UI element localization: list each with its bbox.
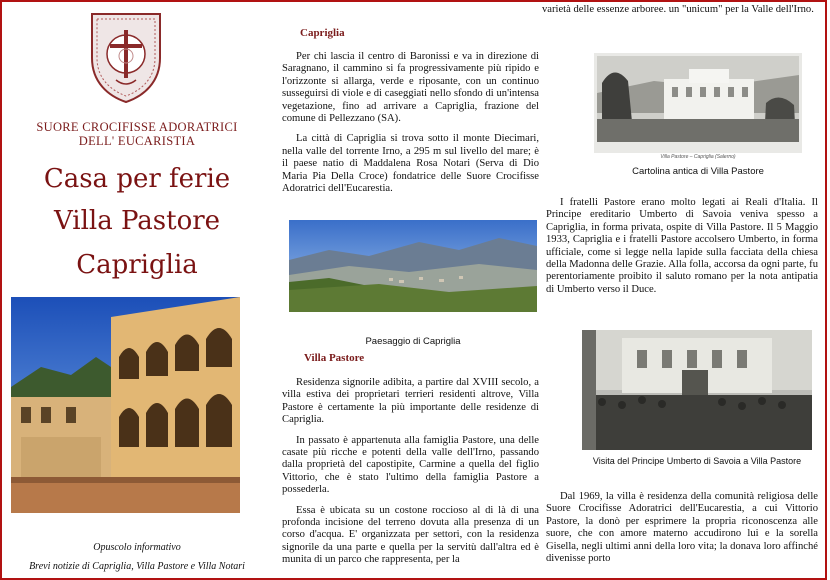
villa-courtyard-photo xyxy=(11,297,240,513)
congregation-name xyxy=(12,120,262,148)
villa-paragraph-1: Residenza signorile adibita, a partire dal XVIII secolo, a villa estiva dei proprietari terrieri residenti altrove, Villa Pastore è certamente la più importante delle residenze di Capriglia. xyxy=(282,377,539,426)
villa-paragraph-2: In passato è appartenuta alla famiglia Pastore, una delle casate più ricche e potenti della valle dell'Irno, passando dalla proprietà del capostipite, Carmine a quella del figlio Vittorio, che è stato l'ultimo della famiglia Pastore a possederla. xyxy=(282,434,539,496)
cover-title-line-1: Casa per ferie xyxy=(43,164,231,194)
booklet-label: Opuscolo informativo xyxy=(93,542,181,553)
landscape-caption: Paesaggio di Capriglia xyxy=(365,336,461,347)
history-paragraph-2: Dal 1969, la villa è residenza della comunità religiosa delle Suore Crocifisse Adoratrici dell'Eucarestia, a cui Vittorio Pastore, la donò per esprimere la propria riconoscenza alle suore, che con amore materno accudirono lui e la sorella Gisella, negli ultimi anni della loro vita; la donava loro affinché divenisse porto xyxy=(546,491,818,565)
order-line-1: SUORE CROCIFISSE ADORATRICI xyxy=(36,120,238,134)
postcard-photo xyxy=(594,53,802,153)
cover-panel xyxy=(2,0,272,576)
cover-title-line-3: Capriglia xyxy=(76,250,198,280)
postcard-caption: Cartolina antica di Villa Pastore xyxy=(632,166,764,177)
history-paragraph-1: I fratelli Pastore erano molto legati ai Reali d'Italia. Il Principe ereditario Umberto di Savoia veniva spesso a Capriglia, in forma privata, ospite di Villa Pastore. Il 5 Maggio 1933, Capriglia e i fratelli Pastore accolsero Umberto, in forma ufficiale, come si legge nella lapide sulla facciata della chiesa della Madonna delle Grazie. Alla folla, accorsa da ogni parte, fu perentoriamente proibito il saluto romano per la nota antipatia di Umberto verso il Duce. xyxy=(546,197,818,295)
capriglia-landscape-photo xyxy=(289,220,537,312)
postcard-inscription: Villa Pastore – Capriglia (Salerno) xyxy=(660,154,736,160)
congregation-seal-icon xyxy=(86,10,166,104)
booklet-subtitle: Brevi notizie di Capriglia, Villa Pastore e Villa Notari xyxy=(29,561,245,572)
royal-visit-photo xyxy=(582,330,812,450)
history-intro-text xyxy=(542,4,818,24)
order-line-2: DELL' EUCARISTIA xyxy=(78,134,196,148)
history-text xyxy=(546,197,818,304)
closing-text xyxy=(546,491,818,573)
capriglia-paragraph-2: La città di Capriglia si trova sotto il monte Diecimari, nella valle del torrente Irno, a 295 m sul livello del mare; è il paese natio di Maddalena Rosa Notari (Serva di Dio Maria Pia Della Croce) fondatrice delle Suore Crocifisse Adoratrici dell'Eucarestia. xyxy=(282,133,539,195)
capriglia-text xyxy=(282,51,539,203)
villa-pastore-heading: Villa Pastore xyxy=(304,352,365,364)
royal-visit-caption: Visita del Principe Umberto di Savoia a Villa Pastore xyxy=(592,456,802,466)
capriglia-paragraph-1: Per chi lascia il centro di Baronissi e va in direzione di Saragnano, il cammino si fa progressivamente più ripido e l'orizzonte si allarga, verde e riposante, con un continuo susseguirsi di viole e di caseggiati nello sfondo di un'intensa vegetazione, fino ad arrivare a Capriglia, frazione del comune di Pellezzano (SA). xyxy=(282,51,539,125)
capriglia-panel xyxy=(280,0,546,576)
history-paragraph-0: varietà delle essenze arboree. un "unicum" per la Valle dell'Irno. xyxy=(542,4,814,15)
cover-title-line-2: Villa Pastore xyxy=(53,206,221,236)
villa-paragraph-3: Essa è ubicata su un costone roccioso al di là di una profonda incisione del terreno dovuta alla presenza di un corso d'acqua. E' organizzata per settori, con la residenza signorile da una parte e quella per la servitù dall'altra ed è munita di un parco che rappresenta, per la xyxy=(282,504,539,566)
history-panel xyxy=(542,0,822,576)
capriglia-heading: Capriglia xyxy=(300,27,345,39)
villa-pastore-text xyxy=(282,377,539,575)
